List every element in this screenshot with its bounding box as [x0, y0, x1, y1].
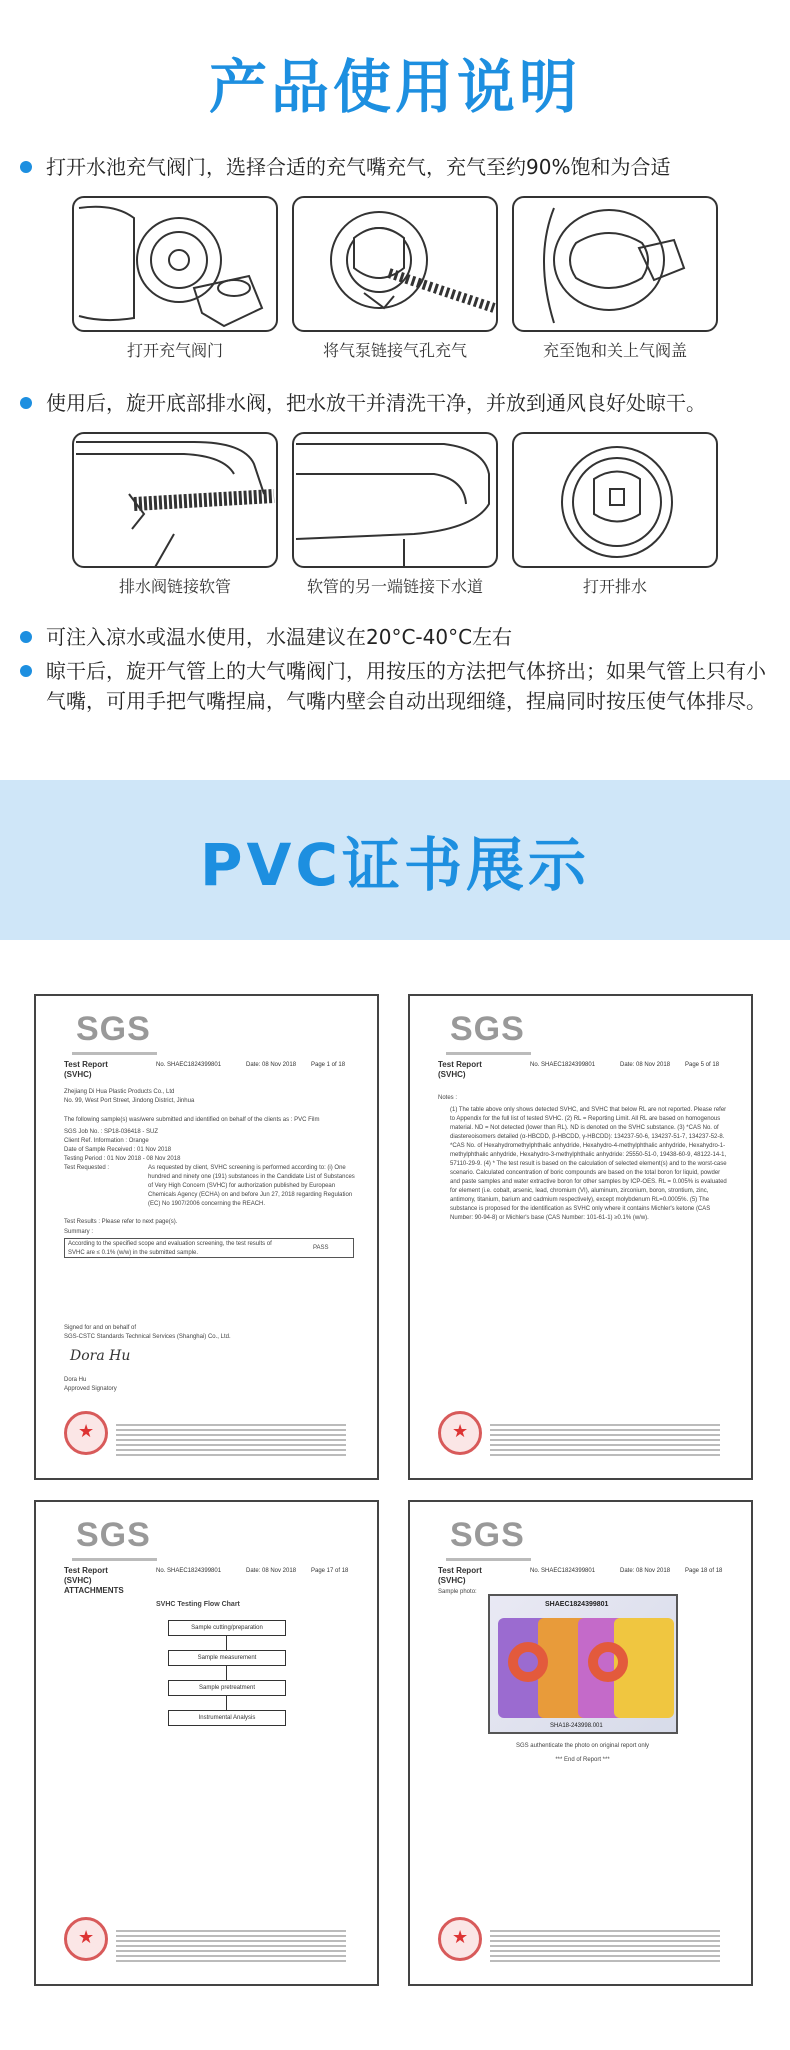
flow-step-4: Instrumental Analysis: [168, 1710, 286, 1726]
sgs-logo: SGS: [450, 1010, 525, 1048]
flow-chart-title: SVHC Testing Flow Chart: [156, 1601, 240, 1608]
illustration-open-valve: [72, 196, 278, 332]
notes-text: (1) The table above only shows detected SVHC, and SVHC that below RL are not reported. Please refer to Appendix for the full list of tested SVHC. (2) RL = Reporting Limit. All RL are based on homogenous material. ND = Not detected (lower than RL). ND is denoted on the SVHC substance. (3) *CAS No. of diastereoisomers detailed (α-HBCDD, β-HBCDD, γ-HBCDD): 134237-50-6, 134237-51-7, 134237-52-8. *CAS No. of Hexahydromethylphthalic anhydride, Hexahydro-4-methylphthalic anhydride, Hexahydro-1-methylphthalic anhydride, Hexahydro-3-methylphthalic anhydride: 25550-51-0, 19438-60-9, 48122-14-1, 57110-29-9. (4) * The test result is based on the calculation of selected element(s) and to the worst-case scenario. Calculated concentration of boric compounds are based on the total boron for liquid, powder and paste samples and water extractive boron for other samples by ICP-OES. RL = 0.005% is evaluated for element (i.e. cobalt, arsenic, lead, chromium (VI), aluminum, zirconium, boron, strontium, zinc, antimony, titanium, barium and cadmium respectively), except molybdenum RL=0.0005%. (5) The substance is proposed for the identification as SVHC only where it contains Michler's ketone (CAS Number: 90-94-8) or Michler's base (CAS Number: 101-61-1) ≥0.1% (w/w).: [450, 1107, 727, 1221]
footer-fineprint: [490, 1927, 720, 1967]
report-page: Page 5 of 18: [685, 1062, 720, 1068]
logo-underline: [446, 1558, 531, 1561]
report-page: Page 17 of 18: [311, 1568, 349, 1574]
summary-label: Summary :: [64, 1229, 94, 1235]
summary-result: PASS: [313, 1245, 329, 1251]
illustration-open-drain: [512, 432, 718, 568]
bullet-dot-icon: [20, 161, 32, 173]
sample-photo-label: Sample photo:: [438, 1589, 477, 1595]
testing-period: Testing Period : 01 Nov 2018 - 08 Nov 2018: [64, 1156, 181, 1162]
wave-divider: [0, 905, 790, 955]
seal-stamp-icon: [438, 1411, 482, 1455]
footer-fineprint: [116, 1927, 346, 1967]
seal-stamp-icon: [438, 1917, 482, 1961]
report-page: Page 18 of 18: [685, 1568, 723, 1574]
sgs-logo: SGS: [76, 1516, 151, 1554]
address: No. 99, West Port Street, Jindong District, Jinhua: [64, 1098, 195, 1104]
step3-text: 可注入凉水或温水使用，水温建议在20°C-40°C左右: [46, 625, 513, 649]
caption-pump-inflate: 将气泵链接气孔充气: [322, 341, 467, 360]
certificate-title: PVC证书展示: [200, 831, 590, 899]
bullet-dot-icon: [20, 397, 32, 409]
report-page: Page 1 of 18: [311, 1062, 346, 1068]
caption-hose-to-drain: 软管的另一端链接下水道: [306, 577, 483, 596]
illustration-hose-to-drain: [292, 432, 498, 568]
report-title: Test Report (SVHC) ATTACHMENTS: [64, 1566, 124, 1595]
test-requested: Test Requested :: [64, 1165, 110, 1171]
seal-stamp-icon: [64, 1917, 108, 1961]
flow-step-3: Sample pretreatment: [168, 1680, 286, 1696]
caption-open-valve: 打开充气阀门: [126, 341, 223, 360]
authenticate-note: SGS authenticate the photo on original report only: [515, 1743, 650, 1749]
company: Zhejiang Di Hua Plastic Products Co., Ltd: [64, 1089, 175, 1095]
certificate-page-1: [34, 994, 379, 1480]
logo-underline: [446, 1052, 531, 1055]
report-date: Date: 08 Nov 2018: [620, 1568, 671, 1574]
ref-info: Client Ref. Information : Orange: [64, 1138, 149, 1144]
summary-text: According to the specified scope and evaluation screening, the test results of SVHC are ≤ 0.1% (w/w) in the submitted sample.: [68, 1241, 272, 1256]
step4-text: 晾干后，旋开气管上的大气嘴阀门，用按压的方法把气体挤出；如果气管上只有小气嘴，可用手把气嘴捏扁，气嘴内壁会自动出现细缝，捏扁同时按压使气体排尽。: [46, 659, 766, 713]
report-no: No. SHAEC1824399801: [156, 1062, 222, 1068]
step3-bullet: [20, 622, 780, 652]
flow-step-2: Sample measurement: [168, 1650, 286, 1666]
certificate-page-17: [34, 1500, 379, 1986]
photo-label: SHAEC1824399801: [545, 1601, 609, 1608]
report-no: No. SHAEC1824399801: [530, 1568, 596, 1574]
step4-bullet: [20, 656, 780, 716]
photo-code: SHA18-243998.001: [550, 1723, 603, 1729]
end-of-report: *** End of Report ***: [555, 1757, 610, 1763]
usage-title: 产品使用说明: [208, 53, 581, 121]
seal-stamp-icon: [64, 1411, 108, 1455]
date-received: Date of Sample Received : 01 Nov 2018: [64, 1147, 172, 1153]
job-no: SGS Job No. : SP18-036418 - SUZ: [64, 1129, 159, 1135]
footer-fineprint: [116, 1421, 346, 1461]
illustration-drain-hose: [72, 432, 278, 568]
caption-drain-hose: 排水阀链接软管: [118, 577, 231, 596]
report-title: Test Report (SVHC): [438, 1060, 482, 1079]
signed-org: SGS-CSTC Standards Technical Services (Shanghai) Co., Ltd.: [64, 1334, 231, 1340]
step2-text: 使用后，旋开底部排水阀，把水放干并清洗干净，并放到通风良好处晾干。: [46, 391, 706, 415]
intro: The following sample(s) was/were submitted and identified on behalf of the clients as : PVC Film: [64, 1117, 320, 1123]
report-date: Date: 08 Nov 2018: [246, 1568, 297, 1574]
report-title: Test Report (SVHC): [64, 1060, 108, 1079]
step1-bullet: [20, 152, 780, 182]
report-title: Test Report (SVHC): [438, 1566, 482, 1585]
footer-fineprint: [490, 1421, 720, 1461]
summary-box: [64, 1238, 354, 1258]
report-no: No. SHAEC1824399801: [530, 1062, 596, 1068]
certificate-page-18: [408, 1500, 753, 1986]
caption-close-valve: 充至饱和关上气阀盖: [542, 341, 687, 360]
report-date: Date: 08 Nov 2018: [620, 1062, 671, 1068]
illustration-pump-inflate: [292, 196, 498, 332]
flow-arrow: [226, 1636, 227, 1650]
swim-ring: [508, 1642, 548, 1682]
illustration-close-valve: [512, 196, 718, 332]
sample-photo: [488, 1594, 678, 1734]
notes-label: Notes :: [438, 1095, 458, 1101]
caption-open-drain: 打开排水: [582, 577, 647, 596]
sgs-logo: SGS: [450, 1516, 525, 1554]
flow-arrow: [226, 1696, 227, 1710]
certificate-page-5: [408, 994, 753, 1480]
flow-arrow: [226, 1666, 227, 1680]
bullet-dot-icon: [20, 665, 32, 677]
requested-text: As requested by client, SVHC screening is performed according to: (i) One hundred and ninety one (191) substances in the Candidate List of Substances of Very High Concern (SVHC) for authorization published by European Chemicals Agency (ECHA) on and before Jun 27, 2018 regarding Regulation (EC) No 1907/2006 concerning the REACH.: [148, 1165, 355, 1207]
flow-step-1: Sample cutting/preparation: [168, 1620, 286, 1636]
bullet-dot-icon: [20, 631, 32, 643]
report-no: No. SHAEC1824399801: [156, 1568, 222, 1574]
sgs-logo: SGS: [76, 1010, 151, 1048]
step2-bullet: [20, 388, 780, 418]
report-date: Date: 08 Nov 2018: [246, 1062, 297, 1068]
signer-role: Approved Signatory: [64, 1386, 117, 1392]
logo-underline: [72, 1558, 157, 1561]
signed-for: Signed for and on behalf of: [64, 1325, 137, 1331]
signature: Dora Hu: [70, 1348, 131, 1364]
logo-underline: [72, 1052, 157, 1055]
swim-ring: [588, 1642, 628, 1682]
step1-text: 打开水池充气阀门，选择合适的充气嘴充气，充气至约90%饱和为合适: [46, 155, 671, 179]
test-results: Test Results : Please refer to next page(s).: [64, 1219, 178, 1225]
signer: Dora Hu: [64, 1377, 87, 1383]
